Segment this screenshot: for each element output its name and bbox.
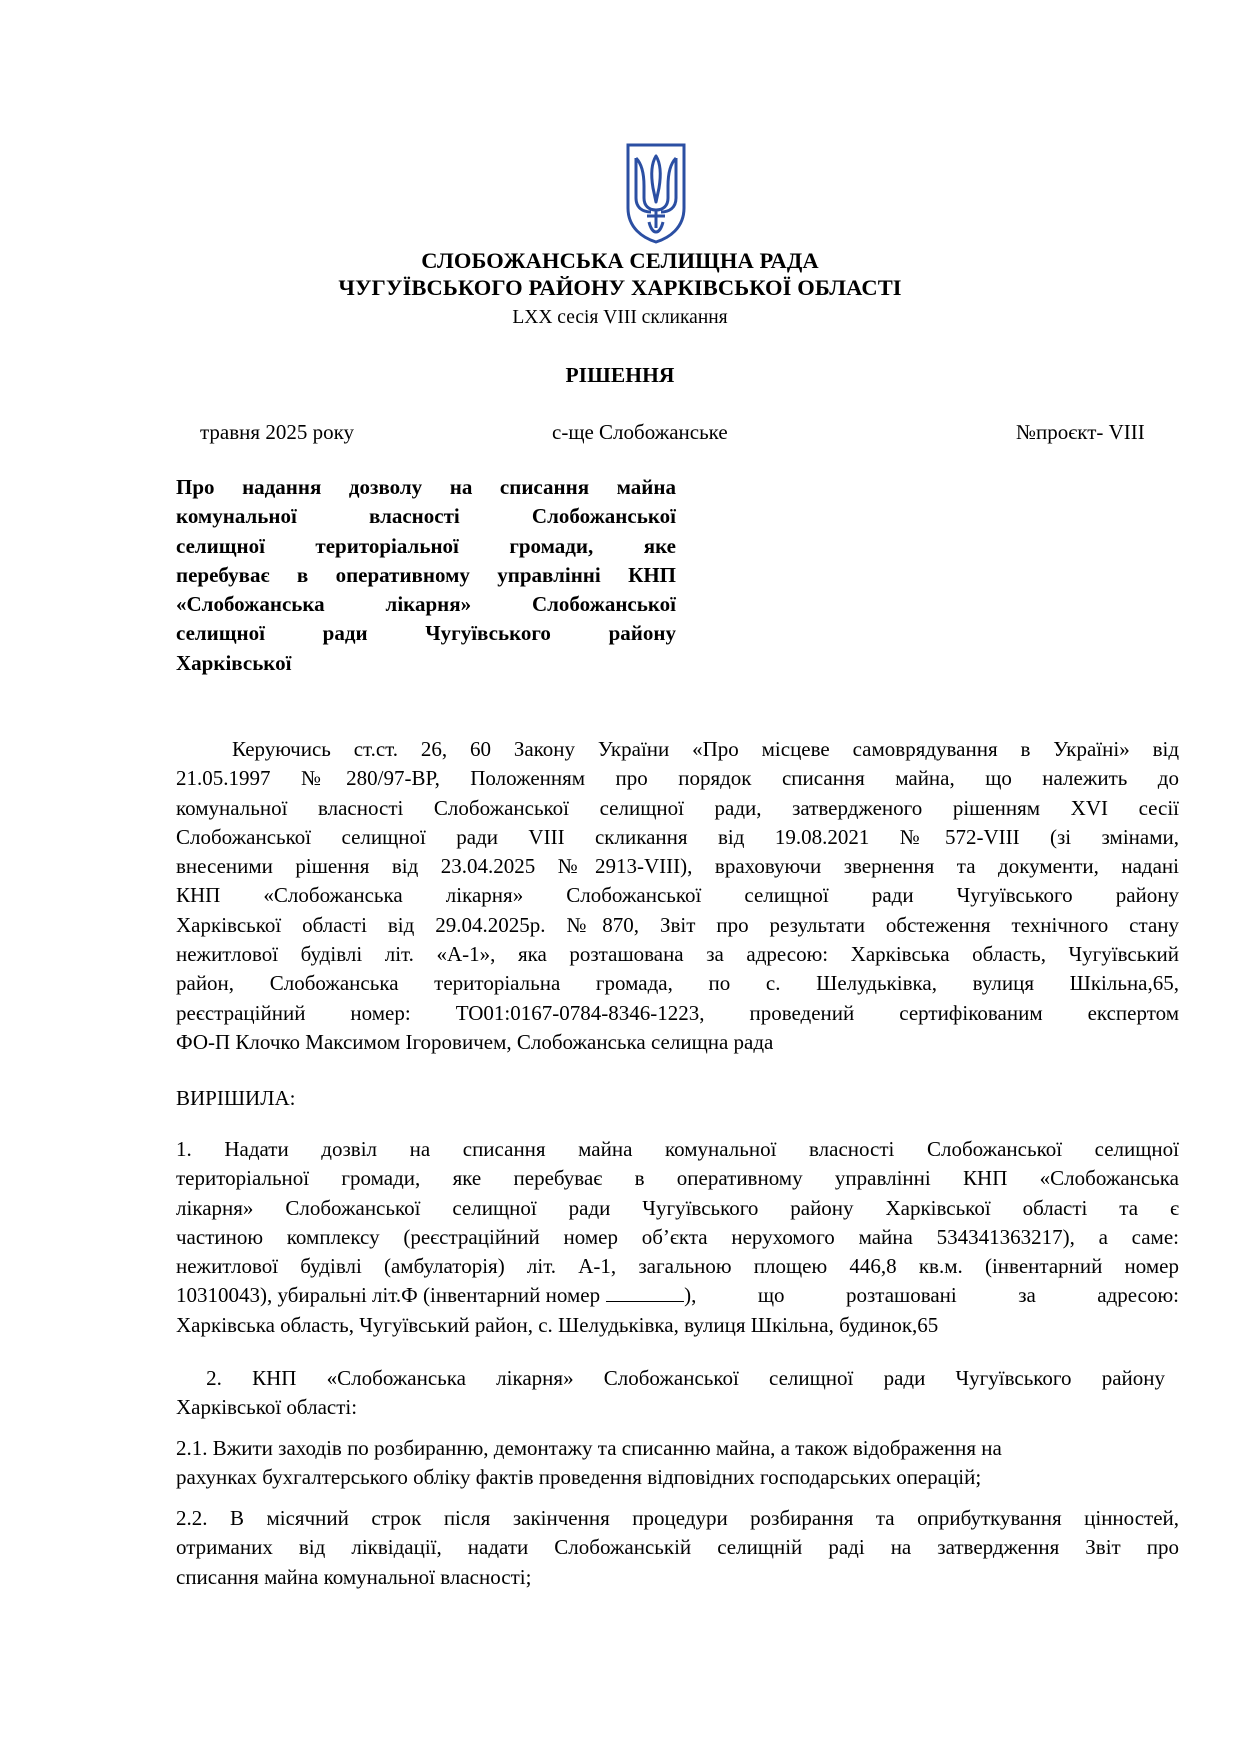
council-name: СЛОБОЖАНСЬКА СЕЛИЩНА РАДА xyxy=(421,248,819,273)
district-region: ЧУГУЇВСЬКОГО РАЙОНУ ХАРКІВСЬКОЇ ОБЛАСТІ xyxy=(338,275,902,300)
paragraph-line: 2.2. В місячний строк після закінчення процедури розбирання та оприбуткування цінностей, xyxy=(176,1506,1179,1530)
subject-line: перебуває в оперативному управлінні КНП xyxy=(176,562,676,587)
item-1-paragraph xyxy=(176,1135,1179,1340)
paragraph-line: територіальної громади, яке перебуває в оперативному управлінні КНП «Слобожанська xyxy=(176,1166,1179,1191)
inventory-number-blank xyxy=(606,1283,684,1302)
paragraph-line: частиною комплексу (реєстраційний номер об’єкта нерухомого майна 534341363217), а саме: xyxy=(176,1224,1179,1249)
trident-coat-of-arms-icon xyxy=(625,142,687,245)
item-2-1-paragraph xyxy=(176,1434,1179,1493)
subject-line: «Слобожанська лікарня» Слобожанської xyxy=(176,592,676,617)
session-line: LXX сесія VIII скликання xyxy=(512,307,728,328)
paragraph-line: комунальної власності Слобожанської селищної ради, затвердженого рішенням XVI сесії xyxy=(176,795,1179,820)
paragraph-line: отриманих від ліквідації, надати Слобожанській селищній раді на затвердження Звіт про xyxy=(176,1535,1179,1560)
paragraph-line: 2. КНП «Слобожанська лікарня» Слобожанської селищної ради Чугуївського району xyxy=(176,1366,1165,1390)
paragraph-line: КНП «Слобожанська лікарня» Слобожанської селищної ради Чугуївського району xyxy=(176,883,1179,908)
paragraph-line: лікарня» Слобожанської селищної ради Чугуївського району Харківської області та є xyxy=(176,1195,1179,1220)
subject-line: Харківської xyxy=(176,650,292,675)
decided-heading: ВИРІШИЛА: xyxy=(176,1086,296,1110)
decision-place: с-ще Слобожанське xyxy=(552,420,728,444)
preamble-paragraph xyxy=(176,735,1179,1057)
paragraph-line-with-blank xyxy=(176,1281,1179,1310)
decision-date: травня 2025 року xyxy=(200,420,354,444)
subject-line: Про надання дозволу на списання майна xyxy=(176,475,676,499)
paragraph-line: Слобожанської селищної ради VIII скликання від 19.08.2021 №572-VIII (зі змінами, xyxy=(176,824,1179,849)
paragraph-line: нежитлової будівлі літ. «А-1», яка розташована за адресою: Харківська область, Чугуївський xyxy=(176,942,1179,967)
paragraph-line: 21.05.1997 №280/97-ВР, Положенням про порядок списання майна, що належить до xyxy=(176,766,1179,791)
paragraph-line: реєстраційний номер: ТО01:0167-0784-8346-1223, проведений сертифікованим експертом xyxy=(176,1000,1179,1025)
paragraph-line: Харківська область, Чугуївський район, с. Шелудьківка, вулиця Шкільна, будинок,65 xyxy=(176,1312,939,1337)
paragraph-line: Харківської області від 29.04.2025р. №870, Звіт про результати обстеження технічного стану xyxy=(176,912,1179,937)
paragraph-line: ФО-П Клочко Максимом Ігоровичем, Слобожанська селищна рада xyxy=(176,1029,774,1054)
document-type: РІШЕННЯ xyxy=(565,363,675,387)
paragraph-line: 2.1. Вжити заходів по розбиранню, демонтажу та списанню майна, а також відображення на xyxy=(176,1436,1002,1460)
item-2-paragraph xyxy=(176,1364,1179,1423)
decision-number: №проєкт- VIII xyxy=(1016,420,1145,444)
paragraph-line: Харківської області: xyxy=(176,1395,358,1420)
subject-line: селищної ради Чугуївського району xyxy=(176,621,676,646)
subject-line: комунальної власності Слобожанської xyxy=(176,504,676,529)
paragraph-line-rest xyxy=(600,1281,1179,1310)
paragraph-line: Керуючись ст.ст. 26, 60 Закону України «Про місцеве самоврядування в Україні» від xyxy=(232,737,1179,761)
paragraph-line-part: 10310043), убиральні літ.Ф (інвентарний номер xyxy=(176,1283,601,1308)
subject-line: селищної територіальної громади, яке xyxy=(176,533,676,558)
paragraph-line: списання майна комунальної власності; xyxy=(176,1564,532,1589)
paragraph-line: рахунках бухгалтерського обліку фактів проведення відповідних господарських операцій; xyxy=(176,1465,982,1490)
paragraph-line: район, Слобожанська територіальна громада, по с. Шелудьківка, вулиця Шкільна,65, xyxy=(176,971,1179,996)
paragraph-line: внесеними рішення від 23.04.2025 №2913-VIII), враховуючи звернення та документи, надані xyxy=(176,854,1179,879)
decision-subject xyxy=(176,473,676,678)
paragraph-line-part: ), що розташовані за адресою: xyxy=(684,1283,1179,1308)
paragraph-line: 1. Надати дозвіл на списання майна комунальної власності Слобожанської селищної xyxy=(176,1137,1179,1161)
paragraph-line: нежитлової будівлі (амбулаторія) літ. А-1, загальною площею 446,8 кв.м. (інвентарний номер xyxy=(176,1254,1179,1279)
item-2-2-paragraph xyxy=(176,1504,1179,1592)
